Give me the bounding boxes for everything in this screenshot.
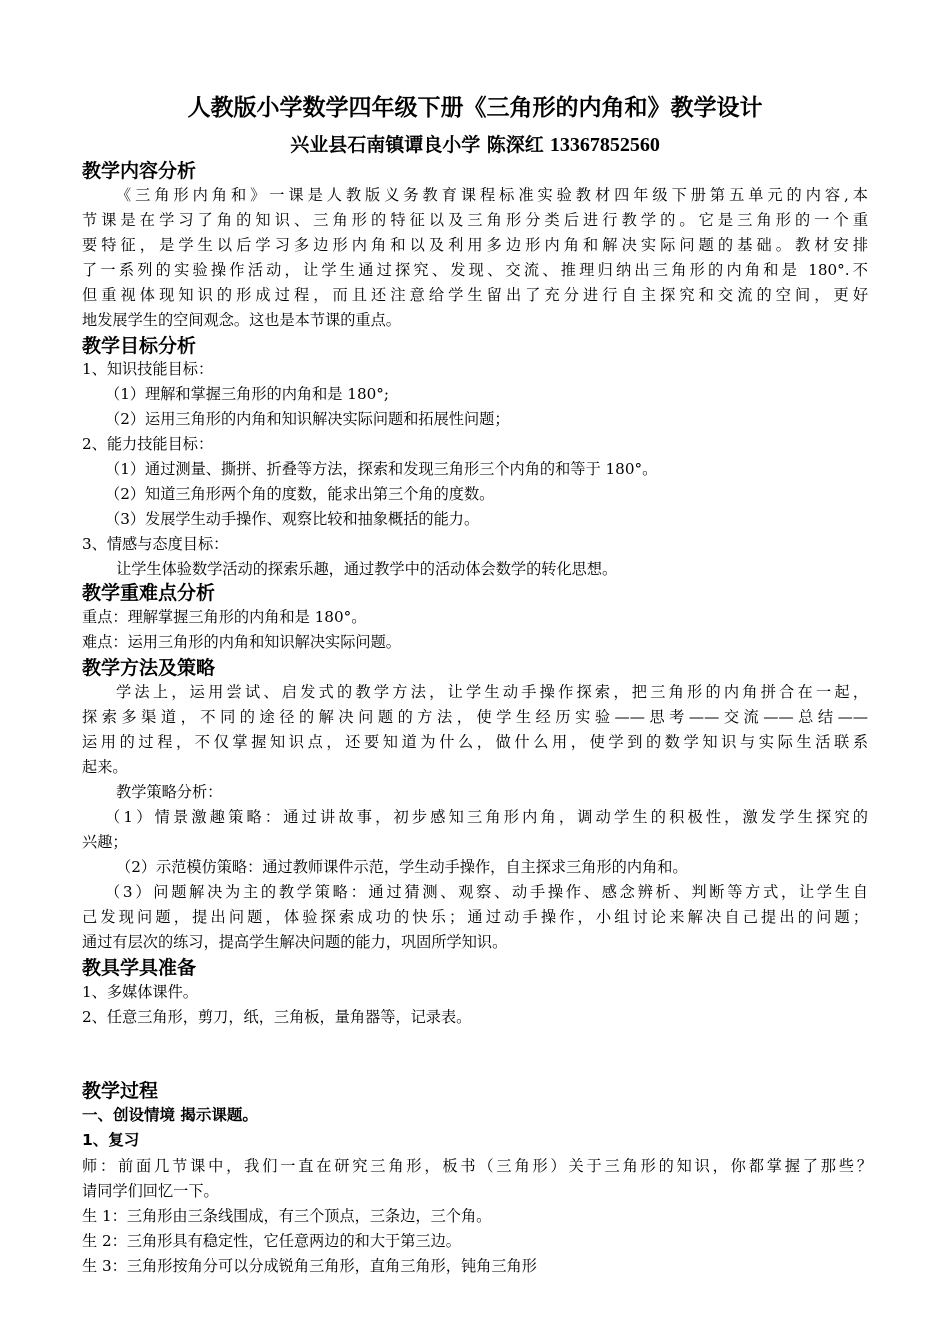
- section-heading-key-points: 教学重难点分析: [82, 582, 216, 604]
- paragraph-line: 探索多渠道，不同的途径的解决问题的方法，使学生经历实验——思考——交流——总结——: [82, 708, 868, 726]
- paragraph-line: 但重视体现知识的形成过程，而且还注意给学生留出了充分进行自主探究和交流的空间，更好: [82, 286, 868, 304]
- section-heading-process: 教学过程: [82, 1080, 159, 1102]
- material-line: 1、多媒体课件。: [82, 983, 198, 1001]
- dialogue-line: 请同学们回忆一下。: [82, 1182, 219, 1200]
- paragraph-line: 运用的过程，不仅掌握知识点，还要知道为什么，做什么用，使学到的数学知识与实际生活联系: [82, 733, 868, 751]
- document-title: 人教版小学数学四年级下册《三角形的内角和》教学设计: [187, 95, 763, 121]
- key-point-line: 难点：运用三角形的内角和知识解决实际问题。: [82, 633, 401, 651]
- objective-line: 2、能力技能目标：: [82, 435, 214, 453]
- author-line: [0, 130, 950, 160]
- objective-line: （2）知道三角形两个角的度数，能求出第三个角的度数。: [105, 485, 495, 503]
- author-name: 兴业县石南镇谭良小学 陈深红: [290, 134, 544, 156]
- dialogue-line: 生 2：三角形具有稳定性，它任意两边的和大于第三边。: [82, 1232, 461, 1250]
- paragraph-line: 教学策略分析：: [116, 783, 223, 801]
- paragraph-line: （2）示范模仿策略：通过教师课件示范，学生动手操作，自主探求三角形的内角和。: [116, 858, 688, 876]
- paragraph-line: 要特征，是学生以后学习多边形内角和以及利用多边形内角和解决实际问题的基础。教材安排: [82, 236, 868, 254]
- section-heading-materials: 教具学具准备: [82, 957, 197, 979]
- objective-line: （1）理解和掌握三角形的内角和是 180°;: [105, 385, 390, 403]
- section-heading-content-analysis: 教学内容分析: [82, 160, 197, 182]
- process-subheading: 一、创设情境 揭示课题。: [82, 1106, 258, 1124]
- material-line: 2、任意三角形，剪刀，纸，三角板，量角器等，记录表。: [82, 1008, 472, 1026]
- paragraph-line: 兴趣；: [82, 833, 128, 851]
- objective-line: 1、知识技能目标：: [82, 360, 214, 378]
- paragraph-line: 通过有层次的练习，提高学生解决问题的能力，巩固所学知识。: [82, 933, 508, 951]
- section-heading-methods: 教学方法及策略: [82, 657, 216, 679]
- paragraph-line: （3）问题解决为主的教学策略：通过猜测、观察、动手操作、感念辨析、判断等方式，让学生自: [105, 883, 868, 901]
- objective-line: 3、情感与态度目标：: [82, 535, 229, 553]
- paragraph-line: （1）情景激趣策略：通过讲故事，初步感知三角形内角，调动学生的积极性，激发学生探究的: [105, 808, 868, 826]
- paragraph-line: 地发展学生的空间观念。这也是本节课的重点。: [82, 311, 401, 329]
- paragraph-line: 己发现问题，提出问题，体验探索成功的快乐；通过动手操作，小组讨论来解决自己提出的问题；: [82, 908, 868, 926]
- objective-line: 让学生体验数学活动的探索乐趣，通过教学中的活动体会数学的转化思想。: [116, 560, 618, 578]
- section-heading-objectives: 教学目标分析: [82, 335, 197, 357]
- process-subheading: 1、复习: [82, 1131, 140, 1149]
- dialogue-line: 生 3：三角形按角分可以分成锐角三角形，直角三角形，钝角三角形: [82, 1257, 537, 1275]
- paragraph-line: 了一系列的实验操作活动，让学生通过探究、发现、交流、推理归纳出三角形的内角和是 180°.不: [82, 261, 868, 279]
- dialogue-line: 师：前面几节课中，我们一直在研究三角形，板书（三角形）关于三角形的知识，你都掌握了那些？: [82, 1157, 872, 1175]
- paragraph-line: 学法上，运用尝试、启发式的教学方法，让学生动手操作探索，把三角形的内角拼合在一起，: [116, 683, 868, 701]
- paragraph-line: 起来。: [82, 758, 128, 776]
- paragraph-line: 《三角形内角和》一课是人教版义务教育课程标准实验教材四年级下册第五单元的内容,本: [116, 186, 868, 204]
- dialogue-line: 生 1：三角形由三条线围成，有三个顶点，三条边，三个角。: [82, 1207, 492, 1225]
- objective-line: （1）通过测量、撕拼、折叠等方法，探索和发现三角形三个内角的和等于 180°。: [105, 460, 658, 478]
- objective-line: （2）运用三角形的内角和知识解决实际问题和拓展性问题；: [105, 410, 510, 428]
- key-point-line: 重点：理解掌握三角形的内角和是 180°。: [82, 608, 367, 626]
- author-phone: 13367852560: [549, 134, 660, 156]
- paragraph-line: 节课是在学习了角的知识、三角形的特征以及三角形分类后进行教学的。它是三角形的一个重: [82, 211, 868, 229]
- objective-line: （3）发展学生动手操作、观察比较和抽象概括的能力。: [105, 510, 480, 528]
